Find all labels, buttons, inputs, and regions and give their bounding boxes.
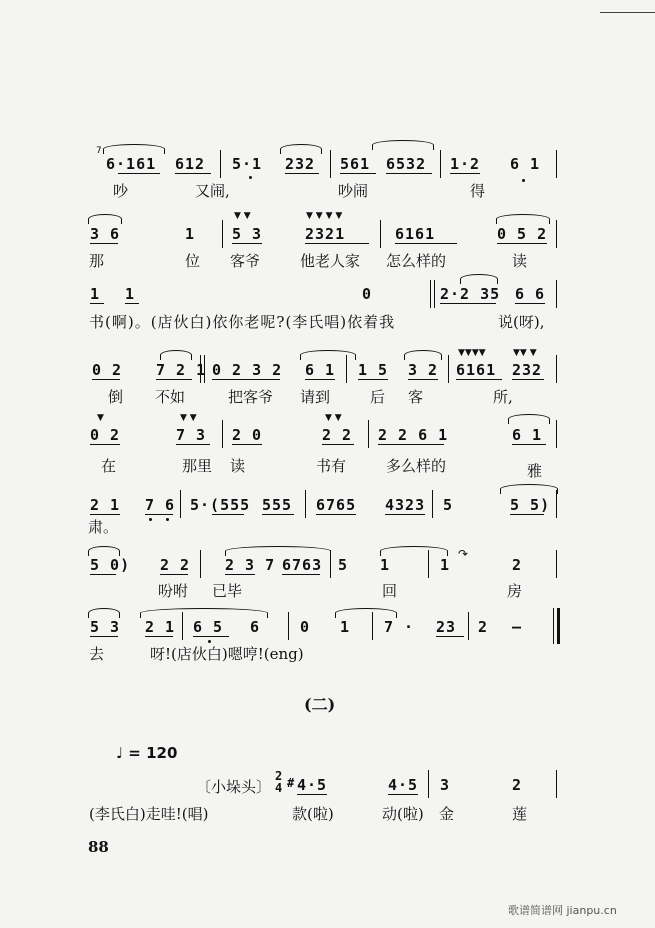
lyric: 客 bbox=[408, 388, 424, 406]
underline bbox=[225, 574, 255, 575]
note-group: 6 1 bbox=[510, 155, 541, 173]
slur bbox=[335, 608, 397, 618]
underline bbox=[90, 444, 120, 445]
underline bbox=[212, 514, 244, 515]
barline bbox=[556, 770, 557, 798]
slur bbox=[103, 144, 165, 154]
slur bbox=[500, 484, 558, 494]
underline bbox=[305, 243, 369, 244]
note-group: 3 6 bbox=[90, 225, 121, 243]
barline bbox=[428, 550, 429, 578]
note-group: 7 2 1 bbox=[156, 361, 207, 379]
barline bbox=[200, 550, 201, 578]
barline bbox=[368, 420, 369, 448]
lyric: 去 bbox=[89, 645, 105, 663]
note-group: 2321 bbox=[305, 225, 346, 243]
lyric: 把客爷 bbox=[228, 388, 274, 406]
page-number: 88 bbox=[88, 838, 109, 856]
note-group: 6 1 bbox=[512, 426, 543, 444]
barline bbox=[200, 355, 201, 383]
lyric: 动(啦) bbox=[382, 805, 424, 823]
underline bbox=[90, 303, 104, 304]
slur bbox=[460, 274, 498, 284]
lyric: 又闹, bbox=[195, 182, 230, 200]
underline bbox=[156, 379, 192, 380]
barline bbox=[556, 420, 557, 448]
note-group: 612 bbox=[175, 155, 206, 173]
note-group: 5·(555 bbox=[190, 496, 251, 514]
sharp-sign: # bbox=[287, 776, 296, 790]
barline bbox=[222, 220, 223, 248]
note-group: 1 bbox=[185, 225, 196, 243]
lyric: 得 bbox=[470, 182, 486, 200]
note-group: 2 1 bbox=[90, 496, 121, 514]
note-group: 6161 bbox=[395, 225, 436, 243]
underline bbox=[282, 574, 320, 575]
note-group: 5 5) bbox=[510, 496, 551, 514]
barline bbox=[440, 150, 441, 178]
lyric: 莲 bbox=[512, 805, 528, 823]
lyric: 读 bbox=[512, 252, 528, 270]
note-group: 4323 bbox=[385, 496, 426, 514]
lyric: 那里 bbox=[182, 457, 213, 475]
underline bbox=[90, 636, 118, 637]
lyric: 呀!(店伙白)嗯哼!(eng) bbox=[150, 645, 304, 663]
underline bbox=[212, 379, 280, 380]
lyric: 吩咐 bbox=[158, 582, 189, 600]
slur bbox=[88, 214, 122, 224]
note-group: 0 bbox=[300, 618, 311, 636]
note-group: 5·1 bbox=[232, 155, 263, 173]
lyric: 雅 bbox=[527, 462, 543, 480]
note-group: 6763 bbox=[282, 556, 323, 574]
slur bbox=[88, 546, 120, 556]
underline bbox=[262, 514, 294, 515]
underline bbox=[378, 444, 444, 445]
barline bbox=[220, 150, 221, 178]
barline bbox=[330, 150, 331, 178]
note-group: 2 1 bbox=[145, 618, 176, 636]
note-group: 3 2 bbox=[408, 361, 439, 379]
note-group: 6532 bbox=[386, 155, 427, 173]
lyric: 怎么样的 bbox=[386, 252, 447, 270]
slur bbox=[280, 144, 322, 154]
barline bbox=[556, 220, 557, 248]
lyric: 倒 bbox=[108, 388, 124, 406]
note-group: 2 bbox=[478, 618, 489, 636]
final-barline bbox=[553, 608, 554, 644]
underline bbox=[450, 173, 480, 174]
lyric: 所, bbox=[493, 388, 513, 406]
note-group: 0 2 bbox=[90, 426, 121, 444]
tempo-marking: ♩ = 120 bbox=[116, 744, 178, 762]
accent-mark: ▼ bbox=[97, 413, 104, 423]
note-group: 5 3 bbox=[90, 618, 121, 636]
note-group: 5 bbox=[443, 496, 454, 514]
underline bbox=[358, 379, 388, 380]
barline bbox=[556, 355, 557, 383]
underline bbox=[125, 303, 139, 304]
lyric: 他老人家 bbox=[300, 252, 361, 270]
barline bbox=[372, 612, 373, 640]
note-group: 6 5 bbox=[193, 618, 224, 636]
time-signature: 2 4 bbox=[275, 769, 284, 795]
lyric: 位 bbox=[185, 252, 201, 270]
lyric: 客爷 bbox=[230, 252, 261, 270]
note-group: 6 1 bbox=[305, 361, 336, 379]
slur bbox=[508, 414, 550, 424]
octave-dot bbox=[522, 179, 525, 182]
note-group: 555 bbox=[262, 496, 293, 514]
barline bbox=[330, 550, 331, 578]
lyric: 吵 bbox=[113, 182, 129, 200]
underline bbox=[388, 794, 418, 795]
underline bbox=[118, 173, 160, 174]
note-group: 0 5 2 bbox=[497, 225, 548, 243]
watermark: 歌谱简谱网 jianpu.cn bbox=[508, 904, 617, 917]
note-group: 2 2 bbox=[160, 556, 191, 574]
lyric: 书(啊)。(店伙白)依你老呢?(李氏唱)依着我 bbox=[89, 313, 396, 331]
lyric: (李氏白)走哇!(唱) bbox=[89, 805, 209, 823]
underline bbox=[90, 514, 120, 515]
underline bbox=[175, 173, 211, 174]
barline bbox=[204, 355, 205, 383]
underline bbox=[322, 444, 354, 445]
underline bbox=[386, 173, 432, 174]
barline bbox=[434, 280, 435, 308]
lyric: 金 bbox=[439, 805, 455, 823]
note-group: 4·5 bbox=[297, 776, 328, 794]
note-group: 5 bbox=[338, 556, 349, 574]
lyric: 房 bbox=[507, 582, 523, 600]
note-group: 0 bbox=[362, 285, 373, 303]
note-group: 232 bbox=[285, 155, 316, 173]
note-group: 1 bbox=[90, 285, 101, 303]
octave-dot bbox=[166, 518, 169, 521]
barline bbox=[556, 490, 557, 518]
slur bbox=[160, 350, 192, 360]
note-group: 6765 bbox=[316, 496, 357, 514]
note-group: 5 3 bbox=[232, 225, 263, 243]
barline bbox=[468, 612, 469, 640]
underline bbox=[232, 243, 262, 244]
note-group: 5 0) bbox=[90, 556, 131, 574]
grace-mark: 7 bbox=[96, 146, 102, 156]
lyric: 读 bbox=[230, 457, 246, 475]
barline bbox=[432, 490, 433, 518]
note-group: 2·2 35 bbox=[440, 285, 501, 303]
underline bbox=[297, 794, 327, 795]
underline bbox=[160, 574, 188, 575]
barline bbox=[346, 355, 347, 383]
underline bbox=[440, 303, 496, 304]
page-corner-rule bbox=[600, 0, 655, 13]
arrow-icon: ↷ bbox=[458, 547, 469, 561]
underline bbox=[456, 379, 502, 380]
underline bbox=[145, 514, 173, 515]
slur bbox=[88, 608, 120, 618]
underline bbox=[176, 444, 210, 445]
intro-marking: 〔小垛头〕 bbox=[196, 778, 272, 796]
underline bbox=[510, 514, 544, 515]
note-group: 0 2 bbox=[92, 361, 123, 379]
lyric: 在 bbox=[101, 457, 117, 475]
octave-dot bbox=[249, 176, 252, 179]
underline bbox=[512, 379, 544, 380]
underline bbox=[512, 444, 546, 445]
lyric: 已毕 bbox=[212, 582, 243, 600]
lyric: 不如 bbox=[155, 388, 186, 406]
octave-dot bbox=[149, 518, 152, 521]
barline bbox=[222, 420, 223, 448]
underline bbox=[90, 574, 116, 575]
underline bbox=[145, 636, 173, 637]
note-group: 1·2 bbox=[450, 155, 481, 173]
note-group: 23 bbox=[436, 618, 457, 636]
note-group: 561 bbox=[340, 155, 371, 173]
accent-mark: ▼▼ ▼ bbox=[513, 348, 537, 358]
lyric: 回 bbox=[382, 582, 398, 600]
note-group: 2 3 7 bbox=[225, 556, 276, 574]
underline bbox=[385, 514, 425, 515]
lyric: 那 bbox=[89, 252, 105, 270]
note-group: 6 bbox=[250, 618, 261, 636]
lyric: 书有 bbox=[316, 457, 347, 475]
lyric: 说(呀), bbox=[498, 313, 545, 331]
underline bbox=[395, 243, 457, 244]
barline bbox=[428, 770, 429, 798]
barline bbox=[448, 355, 449, 383]
lyric: 款(啦) bbox=[292, 805, 334, 823]
slur bbox=[225, 546, 331, 556]
lyric: 请到 bbox=[300, 388, 331, 406]
note-group: 6·161 bbox=[106, 155, 157, 173]
accent-mark: ▼ ▼ bbox=[325, 413, 342, 423]
slur bbox=[380, 546, 448, 556]
underline bbox=[515, 303, 545, 304]
underline bbox=[340, 173, 376, 174]
slur bbox=[300, 350, 356, 360]
lyric: 后 bbox=[370, 388, 386, 406]
barline bbox=[556, 150, 557, 178]
barline bbox=[305, 490, 306, 518]
accent-mark: ▼▼▼▼ bbox=[458, 348, 486, 358]
note-group: 232 bbox=[512, 361, 543, 379]
accent-mark: ▼ ▼ ▼ ▼ bbox=[306, 211, 343, 221]
lyric: 吵闹 bbox=[338, 182, 369, 200]
note-group: 2 2 6 1 bbox=[378, 426, 449, 444]
note-group: 0 2 3 2 bbox=[212, 361, 283, 379]
note-group: 2 0 bbox=[232, 426, 263, 444]
note-group: 3 bbox=[440, 776, 451, 794]
note-group: 1 bbox=[440, 556, 451, 574]
underline bbox=[408, 379, 438, 380]
final-barline bbox=[557, 608, 560, 644]
barline bbox=[180, 490, 181, 518]
note-group: 4·5 bbox=[388, 776, 419, 794]
note-group: — bbox=[512, 618, 523, 636]
slur bbox=[372, 140, 434, 150]
note-group: 7 · bbox=[384, 618, 415, 636]
barline bbox=[288, 612, 289, 640]
underline bbox=[305, 379, 335, 380]
note-group: 6 6 bbox=[515, 285, 546, 303]
note-group: 2 bbox=[512, 556, 523, 574]
note-group: 6161 bbox=[456, 361, 497, 379]
barline bbox=[430, 280, 431, 308]
underline bbox=[316, 514, 356, 515]
accent-mark: ▼ ▼ bbox=[180, 413, 197, 423]
underline bbox=[497, 243, 547, 244]
barline bbox=[182, 612, 183, 640]
slur bbox=[404, 350, 442, 360]
accent-mark: ▼ ▼ bbox=[234, 211, 251, 221]
note-group: 1 bbox=[340, 618, 351, 636]
underline bbox=[92, 379, 120, 380]
slur bbox=[140, 608, 268, 618]
underline bbox=[90, 243, 118, 244]
barline bbox=[380, 220, 381, 248]
note-group: 1 5 bbox=[358, 361, 389, 379]
barline bbox=[556, 280, 557, 308]
section-title: (二) bbox=[304, 695, 336, 714]
note-group: 1 bbox=[125, 285, 136, 303]
lyric: 多么样的 bbox=[386, 457, 447, 475]
note-group: 1 bbox=[380, 556, 391, 574]
note-group: 7 6 bbox=[145, 496, 176, 514]
barline bbox=[556, 550, 557, 578]
note-group: 7 3 bbox=[176, 426, 207, 444]
underline bbox=[436, 636, 464, 637]
note-group: 2 bbox=[512, 776, 523, 794]
underline bbox=[193, 636, 229, 637]
note-group: 2 2 bbox=[322, 426, 353, 444]
underline bbox=[232, 444, 262, 445]
lyric: 肃。 bbox=[88, 518, 119, 536]
underline bbox=[285, 173, 319, 174]
slur bbox=[496, 214, 550, 224]
